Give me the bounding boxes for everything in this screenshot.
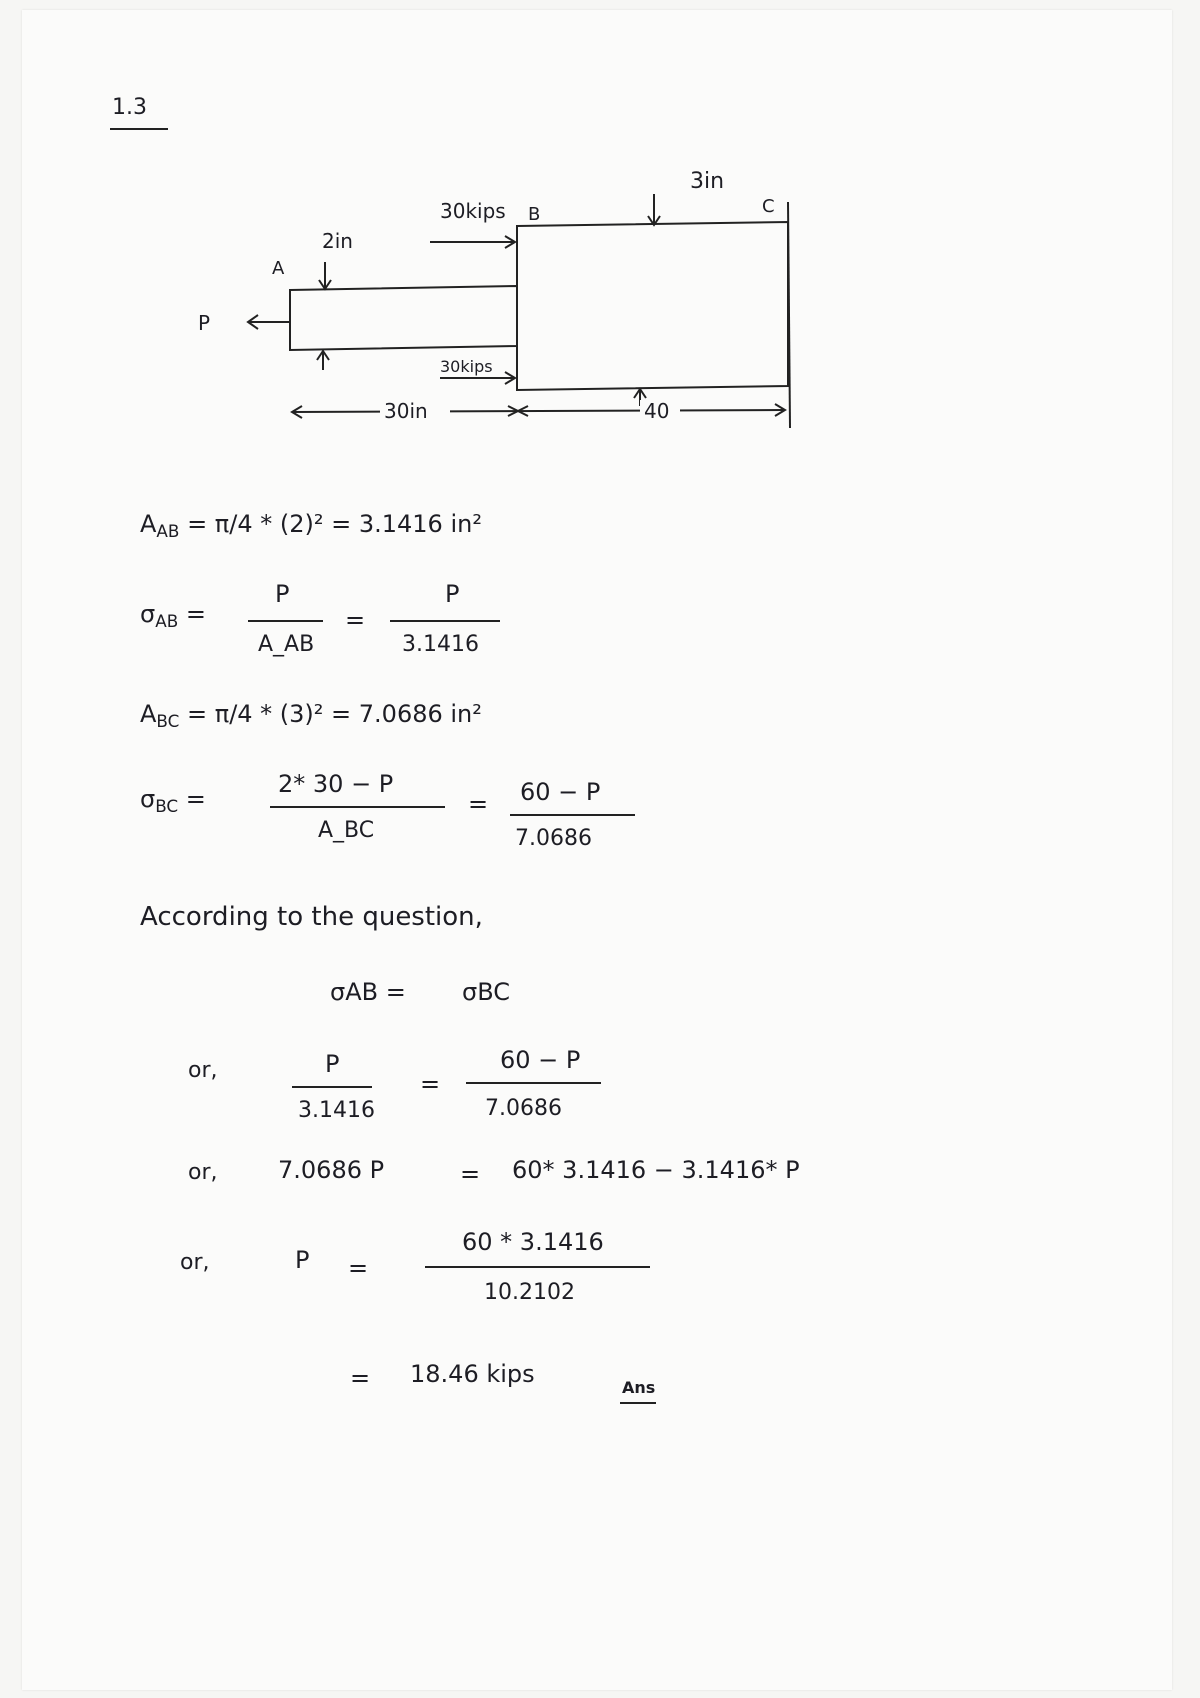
or-1-equals: =	[420, 1070, 441, 1098]
segment-ab	[290, 286, 517, 350]
stress-ab-den2: 3.1416	[402, 632, 479, 657]
stress-ab-label: $\sigma_{AB}$ =	[140, 600, 206, 632]
or-1-den-right: 7.0686	[485, 1096, 562, 1121]
label-3in: 3in	[690, 169, 725, 194]
segment-bc	[517, 222, 788, 390]
or-2-left: 7.0686 P	[278, 1156, 385, 1184]
label-30kips-bottom: 30kips	[440, 357, 493, 376]
stress-ab-equals: =	[345, 606, 366, 634]
result-ans-mark: Ans	[622, 1378, 656, 1397]
stress-bc-num2: 60 − P	[520, 778, 601, 806]
or-1-num-left: P	[325, 1050, 340, 1078]
area-bc-equation	[140, 700, 482, 731]
label-30in: 30in	[384, 399, 428, 423]
or-3-fraction-line	[425, 1266, 650, 1268]
or-1-fraction-line-right	[466, 1082, 601, 1084]
condition-right: σBC	[462, 978, 511, 1006]
or-2-prefix: or,	[188, 1160, 218, 1185]
or-3-num: 60 * 3.1416	[462, 1228, 604, 1256]
label-a: A	[272, 258, 285, 279]
or-3-den: 10.2102	[484, 1280, 575, 1305]
or-2-equals: =	[460, 1160, 481, 1188]
result-ans-underline	[620, 1402, 656, 1404]
area-ab-value: = π/4 * (2)² = 3.1416 in²	[187, 510, 482, 538]
stress-ab-fraction-line-1	[248, 620, 323, 622]
or-2-right: 60* 3.1416 − 3.1416* P	[512, 1156, 800, 1184]
stress-bc-den2: 7.0686	[515, 826, 592, 851]
label-40: 40	[644, 399, 670, 423]
stress-bc-num1: 2* 30 − P	[278, 770, 394, 798]
stress-bc-fraction-line-2	[510, 814, 635, 816]
stress-bc-subscript: BC	[155, 796, 179, 817]
or-3-equals: =	[348, 1254, 369, 1282]
area-bc-value: = π/4 * (3)² = 7.0686 in²	[187, 700, 482, 728]
problem-number-underline	[110, 128, 168, 130]
stress-bc-fraction-line-1	[270, 806, 445, 808]
dimension-line	[292, 410, 785, 412]
stress-ab-den1: A_AB	[258, 632, 315, 657]
area-ab-subscript: AB	[156, 521, 180, 542]
or-3-prefix: or,	[180, 1250, 210, 1275]
stress-ab-subscript: AB	[155, 611, 179, 632]
label-2in: 2in	[322, 229, 353, 253]
stress-ab-symbol: σ	[140, 600, 156, 628]
or-1-num-right: 60 − P	[500, 1046, 581, 1074]
area-bc-subscript: BC	[156, 711, 180, 732]
stress-bc-den1: A_BC	[318, 818, 375, 843]
or-3-left: P	[295, 1246, 310, 1274]
stress-bc-symbol: σ	[140, 785, 156, 813]
or-1-fraction-line-left	[292, 1086, 372, 1088]
stress-ab-fraction-line-2	[390, 620, 500, 622]
result-equals: =	[350, 1364, 371, 1392]
result-value: 18.46 kips	[410, 1360, 535, 1388]
problem-number: 1.3	[112, 95, 147, 120]
area-bc-symbol: A	[140, 700, 157, 728]
statement-text: According to the question,	[140, 902, 483, 932]
stress-bc-label: $\sigma_{BC}$ =	[140, 785, 206, 817]
or-1-den-left: 3.1416	[298, 1098, 375, 1123]
condition-left: σAB =	[330, 978, 406, 1006]
stress-ab-num1: P	[275, 580, 290, 608]
label-p: P	[198, 311, 211, 335]
stress-bc-equals: =	[468, 790, 489, 818]
wall-line	[788, 202, 790, 428]
label-30kips-top: 30kips	[440, 199, 506, 223]
area-ab-symbol: A	[140, 510, 157, 538]
or-1-prefix: or,	[188, 1058, 218, 1083]
area-ab-equation	[140, 510, 482, 541]
label-b: B	[528, 204, 541, 225]
stress-ab-num2: P	[445, 580, 460, 608]
label-c: C	[762, 196, 775, 217]
